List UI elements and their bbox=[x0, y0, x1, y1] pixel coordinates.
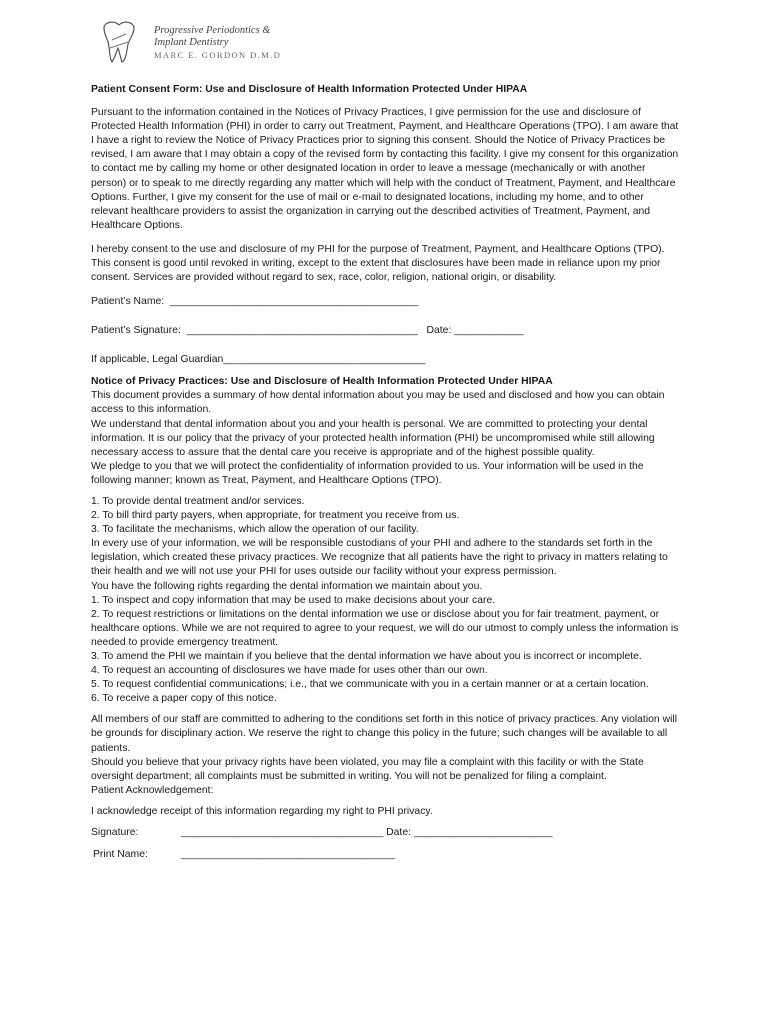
list-item: 6. To receive a paper copy of this notice. bbox=[91, 693, 277, 705]
notice-paragraph-7: Should you believe that your privacy rights have been violated, you may file a complaint with this facility or with the State oversight department; all complaints must be submitted in writing. You will not be penalized for filing a complaint. bbox=[91, 756, 644, 782]
signature-line: ___________________________________ Date: ________________________ bbox=[181, 827, 553, 839]
patient-name-label: Patient’s Name: ___________________________________________ bbox=[91, 296, 419, 308]
print-name-field[interactable] bbox=[91, 848, 681, 870]
notice-paragraph-3: We pledge to you that we will protect the confidentiality of information provided to us. Your information will be used in the following manner; known as Treat, Payment, and Healthcare Options (TPO). bbox=[91, 460, 644, 486]
notice-paragraph-5: You have the following rights regarding the dental information we maintain about you. bbox=[91, 580, 483, 592]
notice-paragraph-4: In every use of your information, we will be responsible custodians of your PHI and adhere to the standards set forth in the legislation, which created these privacy practices. We recognize that all patients have the right to privacy in matters relating to their health and we will not use your PHI for uses outside our facility without your express permission. bbox=[91, 538, 668, 578]
list-item: 2. To bill third party payers, when appropriate, for treatment you receive from us. bbox=[91, 510, 460, 522]
signature-label: Signature: bbox=[91, 827, 139, 839]
consent-paragraph-2: I hereby consent to the use and disclosure of my PHI for the purpose of Treatment, Payment, and Healthcare Options (TPO). This consent is good until revoked in writing, except to the extent that disclosures have been made in reliance upon my prior consent. Services are provided without regard to sex, race, color, religion, national origin, or disability. bbox=[91, 243, 665, 284]
print-name-line: _____________________________________ bbox=[181, 849, 395, 861]
list-item: 3. To facilitate the mechanisms, which allow the operation of our facility. bbox=[91, 524, 419, 536]
rights-list bbox=[91, 594, 681, 707]
notice-paragraph-1: This document provides a summary of how dental information about you may be used and disclosed and how you can obtain access to this information. bbox=[91, 390, 665, 416]
logo-line-3: MARC E. GORDON D.M.D bbox=[154, 50, 282, 60]
list-item: 1. To inspect and copy information that may be used to make decisions about your care. bbox=[91, 594, 496, 606]
acknowledgement-text: I acknowledge receipt of this information regarding my right to PHI privacy. bbox=[91, 805, 433, 817]
list-item: 3. To amend the PHI we maintain if you believe that the dental information we have about you is incorrect or incomplete. bbox=[91, 651, 642, 662]
tooth-logo-icon bbox=[98, 20, 140, 66]
list-item: 5. To request confidential communications; i.e., that we communicate with you in a certain manner or at a certain location. bbox=[91, 679, 649, 691]
consent-paragraph-1: Pursuant to the information contained in the Notices of Privacy Practices, I give permission for the use and disclosure of Protected Health Information (PHI) in order to carry out Treatment, Payment, and Healthcare Operations (TPO). I am aware that I have a right to review the Notice of Privacy Practices prior to signing this consent. Should the Notice of Privacy Practices be revised, I am aware that I may obtain a copy of the revised form by contacting this facility. I give my consent for this organization to contact me by calling my home or other designated location in order to leave a message (mechanically or with another person) or to speak to me directly regarding any matter which will help with the conduct of Treatment, Payment, and Healthcare Options. Further, I give my consent for the use of mail or e-mail to designated locations, including my home, and to other relevant healthcare providers to assist the organization in carrying out the described activities of Treatment, Payment, and Healthcare Options. bbox=[91, 107, 679, 231]
logo-line-1: Progressive Periodontics & bbox=[154, 25, 271, 36]
acknowledgement-heading: Patient Acknowledgement: bbox=[91, 784, 214, 796]
list-item: 4. To request an accounting of disclosures we have made for uses other than our own. bbox=[91, 665, 488, 677]
legal-guardian-label: If applicable, Legal Guardian___________________________________ bbox=[91, 354, 426, 366]
notice-paragraph-6: All members of our staff are committed to adhering to the conditions set forth in this notice of privacy practices. Any violation will be grounds for disciplinary action. We reserve the right to change this policy in the future; such changes will be available to all patients. bbox=[91, 714, 677, 754]
legal-guardian-field[interactable] bbox=[91, 353, 681, 375]
uses-list bbox=[91, 495, 681, 537]
notice-title: Notice of Privacy Practices: Use and Disclosure of Health Information Protected Under HIPAA bbox=[91, 376, 553, 388]
print-name-label: Print Name: bbox=[93, 849, 148, 861]
patient-signature-field[interactable] bbox=[91, 324, 681, 353]
practice-logo bbox=[98, 20, 298, 70]
notice-paragraph-2: We understand that dental information about you and your health is personal. We are committed to protecting your dental information. It is our policy that the privacy of your protected health information (PHI) be uncompromised while still allowing necessary access to assure that the dental care you receive is appropriate and of the highest possible quality. bbox=[91, 418, 655, 458]
signature-field[interactable] bbox=[91, 826, 681, 848]
document-body bbox=[91, 83, 681, 870]
list-item: 2. To request restrictions or limitations on the dental information we use or disclose about you for fair treatment, payment, or healthcare options. While we are not required to agree to your request, we will do our utmost to comply unless the information is needed to provide emergency treatment. bbox=[91, 608, 679, 648]
patient-name-field[interactable] bbox=[91, 295, 681, 324]
patient-signature-label: Patient’s Signature: ________________________________________ Date: ____________ bbox=[91, 325, 524, 337]
logo-text bbox=[154, 25, 281, 61]
consent-title: Patient Consent Form: Use and Disclosure of Health Information Protected Under HIPAA bbox=[91, 84, 528, 95]
logo-line-2: Implant Dentistry bbox=[154, 37, 229, 48]
list-item: 1. To provide dental treatment and/or services. bbox=[91, 495, 305, 507]
